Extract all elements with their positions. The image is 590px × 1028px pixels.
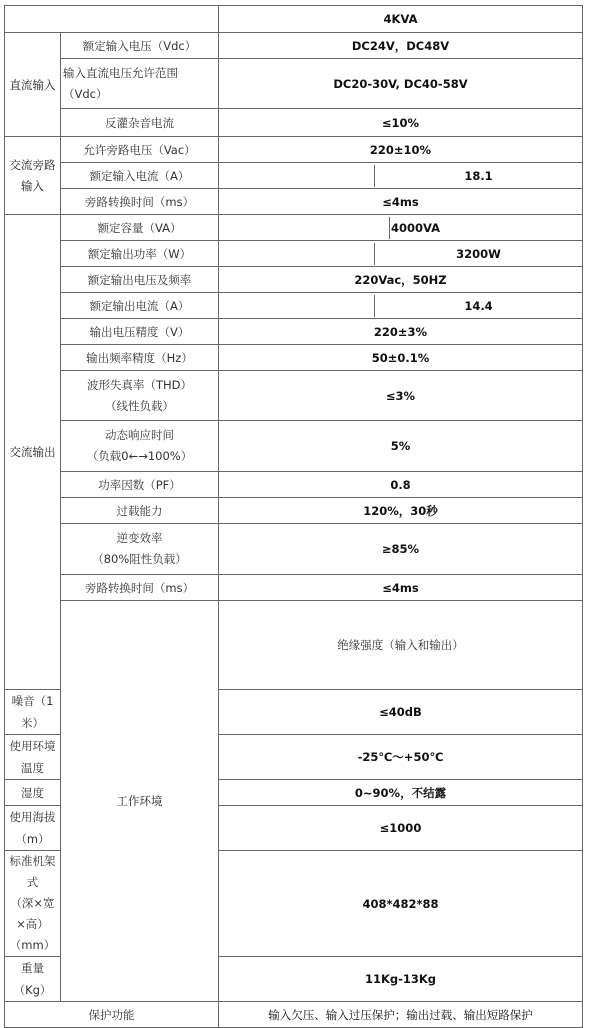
row-label-line: （深×宽×高）（mm） [9, 896, 56, 952]
row-label: 旁路转换时间（ms） [61, 189, 219, 215]
row-value: ≤4ms [219, 189, 583, 215]
row-value: ≤10% [219, 109, 583, 137]
row-label: 额定输出电压及频率 [61, 267, 219, 293]
row-label: 旁路转换时间（ms） [61, 575, 219, 601]
spec-table [4, 5, 583, 1028]
row-label-line: 逆变效率 [116, 531, 163, 545]
table-row [5, 189, 583, 215]
row-value: ≤40dB [219, 690, 583, 735]
table-row [5, 241, 583, 267]
row-value: 3200W [456, 246, 501, 261]
row-label: 额定输出电流（A） [61, 293, 219, 319]
group-ac-bypass [5, 137, 61, 215]
row-value: ≤1000 [219, 806, 583, 851]
table-row [5, 1002, 583, 1028]
row-label [61, 524, 219, 575]
table-row [5, 575, 583, 601]
row-label: 噪音（1米） [5, 690, 61, 735]
row-value: 220±3% [219, 319, 583, 345]
row-label: 湿度 [5, 780, 61, 806]
row-label: 过载能力 [61, 498, 219, 524]
split-cell-empty [219, 295, 375, 317]
row-value-split [219, 163, 583, 189]
row-value: 输入欠压、输入过压保护；输出过载、输出短路保护 [219, 1002, 583, 1028]
table-row [5, 345, 583, 371]
row-value-split [219, 215, 583, 241]
row-value-split [219, 241, 583, 267]
row-value: 4000VA [391, 220, 441, 235]
table-row [5, 267, 583, 293]
table-row [5, 472, 583, 498]
row-value: -25℃～+50℃ [219, 735, 583, 780]
row-value: 11Kg-13Kg [219, 957, 583, 1002]
row-label: 保护功能 [5, 1002, 219, 1028]
row-value: ≥85% [219, 524, 583, 575]
header-row [5, 6, 583, 33]
row-value: ≤3% [219, 371, 583, 421]
row-label: 额定输入电流（A） [61, 163, 219, 189]
row-label [61, 59, 219, 109]
row-label-line: （80%阻性负载） [92, 552, 187, 566]
row-label-line: 输入直流电压允许范围 [63, 65, 178, 80]
row-value: 50±0.1% [219, 345, 583, 371]
table-row [5, 59, 583, 109]
model-header: 4KVA [219, 6, 583, 33]
group-ac-output: 交流输出 [5, 215, 61, 690]
row-value: 408*482*88 [219, 851, 583, 957]
row-label-line: 动态响应时间 [105, 428, 174, 442]
table-row [5, 371, 583, 421]
group-dc-input: 直流输入 [5, 33, 61, 137]
table-row [5, 601, 583, 690]
table-row [5, 498, 583, 524]
row-value: 220Vac，50HZ [219, 267, 583, 293]
row-label: 重量（Kg） [5, 957, 61, 1002]
row-label: 反灌杂音电流 [61, 109, 219, 137]
split-cell-empty [219, 165, 375, 187]
group-label-line: 交流旁路 [9, 157, 56, 172]
row-label: 输出频率精度（Hz） [61, 345, 219, 371]
split-cell-empty [219, 217, 390, 239]
row-value: 18.1 [464, 168, 493, 183]
row-label [61, 421, 219, 472]
row-label [61, 371, 219, 421]
group-label-line: 输入 [21, 178, 44, 193]
row-value: ≤4ms [219, 575, 583, 601]
table-row [5, 137, 583, 163]
row-label-line: （线性负载） [105, 398, 174, 413]
row-label: 绝缘强度（输入和输出） [219, 601, 583, 690]
row-label-line: （Vdc） [63, 86, 108, 101]
row-label: 输出电压精度（V） [61, 319, 219, 345]
row-value: 220±10% [219, 137, 583, 163]
split-cell-empty [219, 243, 375, 265]
row-value: 0.8 [219, 472, 583, 498]
row-label: 功率因数（PF） [61, 472, 219, 498]
row-label: 额定输出功率（W） [61, 241, 219, 267]
row-value: DC24V，DC48V [219, 33, 583, 59]
row-value-split [219, 293, 583, 319]
table-row [5, 33, 583, 59]
row-value: 5% [219, 421, 583, 472]
row-label-line: 标准机架式 [9, 854, 56, 889]
row-label: 额定容量（VA） [61, 215, 219, 241]
row-label: 使用环境温度 [5, 735, 61, 780]
row-label: 额定输入电压（Vdc） [61, 33, 219, 59]
group-environment: 工作环境 [61, 601, 219, 1002]
row-label: 允许旁路电压（Vac） [61, 137, 219, 163]
row-value: 0~90%，不结露 [219, 780, 583, 806]
table-row [5, 215, 583, 241]
row-label-line: （负载0←→100%） [86, 449, 193, 463]
table-row [5, 293, 583, 319]
table-row [5, 319, 583, 345]
row-label: 使用海拔（m） [5, 806, 61, 851]
table-row [5, 163, 583, 189]
row-value: DC20-30V, DC40-58V [219, 59, 583, 109]
row-label [5, 851, 61, 957]
table-row [5, 109, 583, 137]
table-row [5, 524, 583, 575]
table-row [5, 421, 583, 472]
row-value: 120%，30秒 [219, 498, 583, 524]
header-empty-cell [5, 6, 219, 33]
row-label-line: 波形失真率（THD） [86, 377, 193, 392]
row-value: 14.4 [464, 298, 493, 313]
